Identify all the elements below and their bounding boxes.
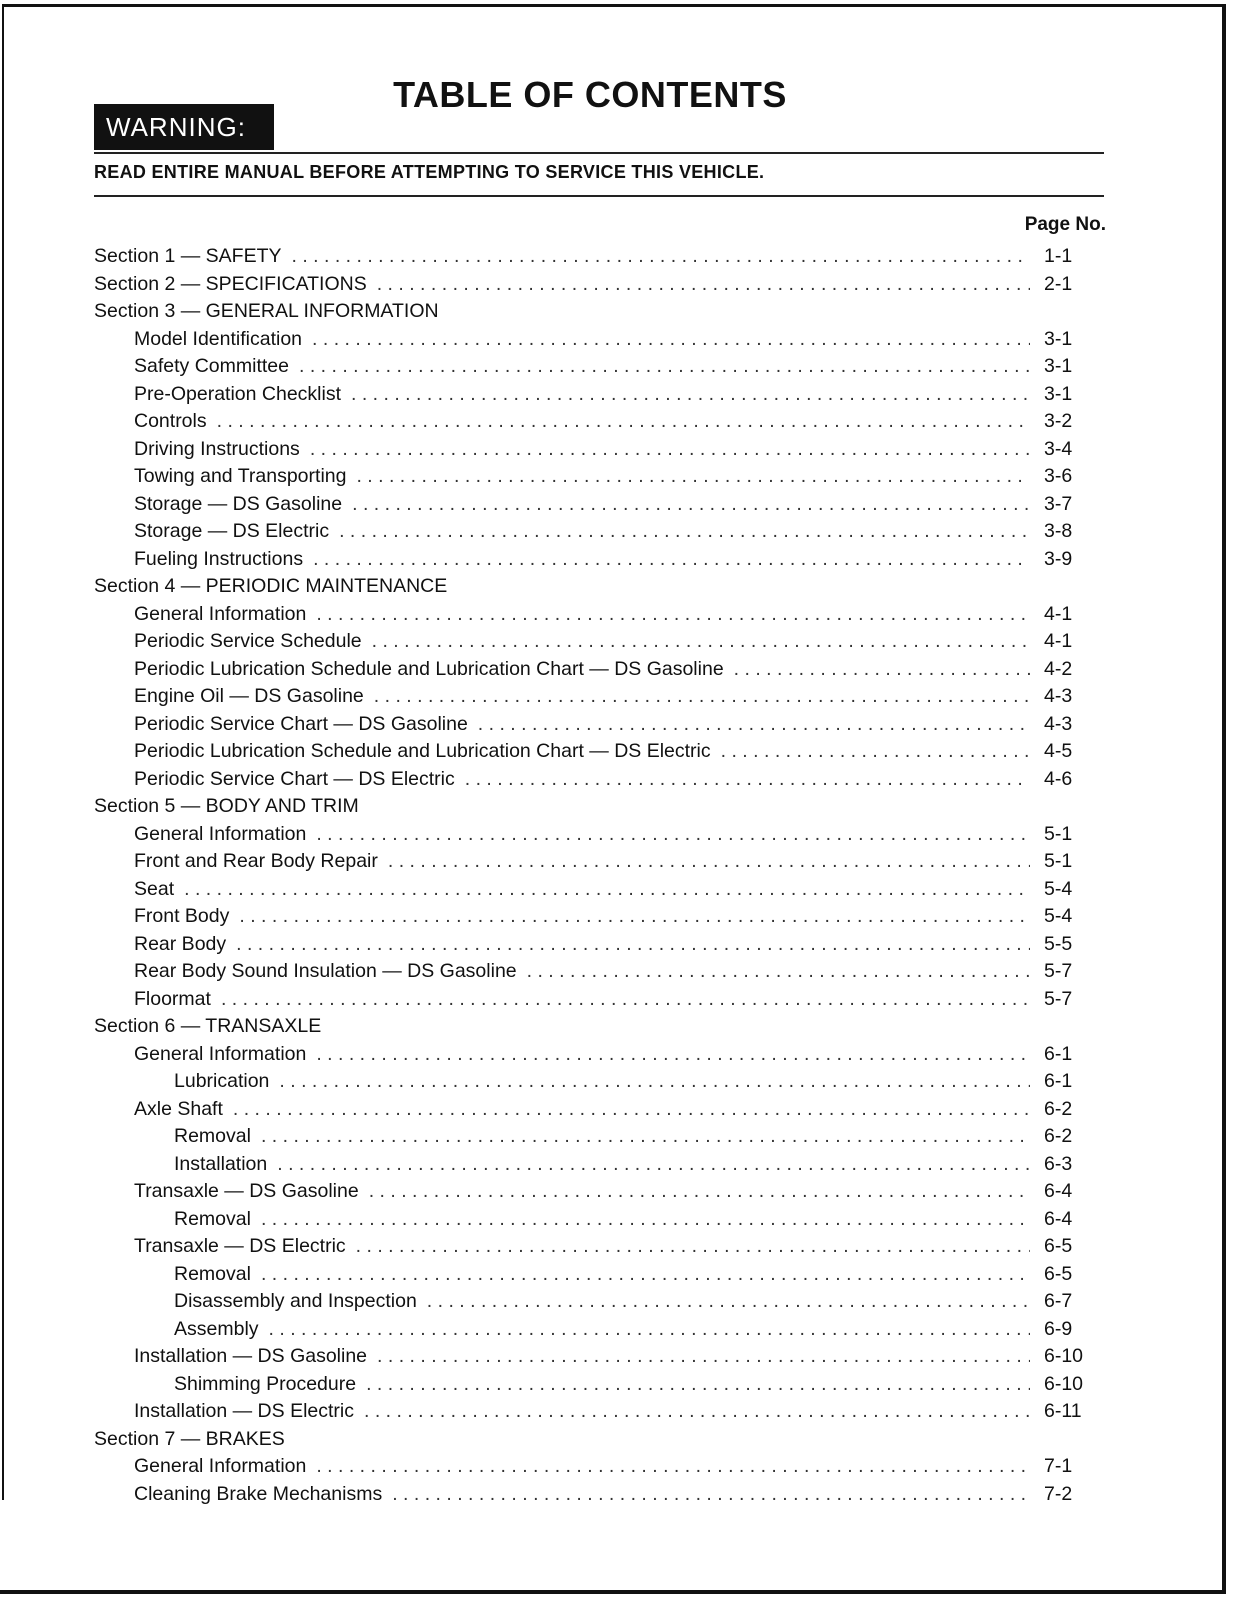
toc-entry[interactable] (94, 328, 1104, 356)
toc-entry[interactable] (94, 1318, 1104, 1346)
toc-dot-leader (316, 823, 1030, 846)
page-number-column-header: Page No. (1024, 214, 1106, 235)
toc-dot-leader (369, 1180, 1030, 1203)
toc-entry[interactable] (94, 850, 1104, 878)
toc-dot-leader (184, 878, 1030, 901)
toc-entry-label: General Information (134, 1455, 307, 1477)
page-border-top (4, 4, 1226, 7)
toc-entry-label: Safety Committee (134, 355, 289, 377)
toc-entry-label: Seat (134, 877, 175, 900)
toc-dot-leader (372, 630, 1030, 653)
toc-entry-label: Transaxle — DS Electric (134, 1235, 346, 1257)
toc-dot-leader (316, 1455, 1030, 1478)
toc-entry-label: Section 7 — BRAKES (94, 1427, 285, 1450)
toc-entry[interactable] (94, 520, 1104, 548)
toc-entry-label: Periodic Lubrication Schedule and Lubrication Chart — DS Electric (134, 740, 711, 762)
toc-page-number: 2-1 (1044, 272, 1073, 295)
toc-dot-leader (388, 850, 1030, 873)
toc-dot-leader (279, 1070, 1030, 1093)
toc-entry-label: Section 1 — SAFETY (94, 245, 282, 267)
toc-dot-leader (734, 658, 1030, 681)
toc-entry-label: General Information (134, 1042, 307, 1065)
toc-dot-leader (721, 740, 1030, 763)
toc-section-entry[interactable] (94, 1428, 1104, 1456)
toc-entry-label: Storage — DS Electric (134, 520, 330, 542)
toc-entry[interactable] (94, 1208, 1104, 1236)
toc-dot-leader (236, 933, 1030, 956)
toc-entry[interactable] (94, 1263, 1104, 1291)
toc-page-number: 5-4 (1044, 877, 1073, 900)
toc-dot-leader (356, 465, 1030, 488)
toc-entry-label: Fueling Instructions (134, 547, 304, 570)
toc-entry[interactable] (94, 1235, 1104, 1263)
toc-entry[interactable] (94, 905, 1104, 933)
toc-entry[interactable] (94, 603, 1104, 631)
toc-page-number: 3-1 (1044, 327, 1073, 350)
toc-entry[interactable] (94, 658, 1104, 686)
toc-page-number: 5-1 (1044, 850, 1073, 872)
toc-dot-leader (352, 493, 1030, 516)
toc-dot-leader (269, 1318, 1030, 1341)
divider-top (94, 152, 1104, 154)
toc-page-number: 3-9 (1044, 547, 1073, 570)
toc-entry-label: Controls (134, 410, 207, 432)
toc-entry[interactable] (94, 1043, 1104, 1071)
toc-dot-leader (310, 438, 1030, 461)
toc-page-number: 5-7 (1044, 987, 1073, 1010)
toc-dot-leader (377, 273, 1030, 296)
toc-entry-label: Front and Rear Body Repair (134, 850, 378, 872)
toc-section-entry[interactable] (94, 1015, 1104, 1043)
toc-entry-label: Driving Instructions (134, 437, 300, 460)
toc-section-entry[interactable] (94, 273, 1104, 301)
toc-entry[interactable] (94, 1400, 1104, 1428)
toc-page-number: 5-4 (1044, 905, 1073, 927)
toc-page-number: 6-2 (1044, 1125, 1073, 1147)
toc-entry[interactable] (94, 410, 1104, 438)
toc-dot-leader (217, 410, 1030, 433)
toc-page-number: 3-4 (1044, 437, 1073, 460)
toc-entry-label: Assembly (174, 1317, 259, 1340)
toc-entry[interactable] (94, 713, 1104, 741)
toc-entry[interactable] (94, 878, 1104, 906)
toc-entry[interactable] (94, 1153, 1104, 1181)
toc-dot-leader (316, 1043, 1030, 1066)
toc-entry-label: Lubrication (174, 1070, 270, 1092)
toc-entry-label: Section 6 — TRANSAXLE (94, 1015, 322, 1037)
toc-entry-label: Periodic Service Chart — DS Gasoline (134, 712, 468, 735)
toc-dot-leader (374, 685, 1030, 708)
toc-page-number: 6-3 (1044, 1152, 1073, 1175)
toc-page-number: 5-1 (1044, 822, 1073, 845)
toc-entry[interactable] (94, 933, 1104, 961)
toc-page-number: 6-1 (1044, 1042, 1073, 1065)
toc-entry-label: Transaxle — DS Gasoline (134, 1180, 359, 1202)
toc-entry[interactable] (94, 685, 1104, 713)
toc-entry-label: Front Body (134, 905, 230, 927)
toc-entry-label: Pre-Operation Checklist (134, 382, 341, 405)
toc-dot-leader (478, 713, 1030, 736)
toc-page-number: 3-1 (1044, 382, 1073, 405)
toc-entry-label: Shimming Procedure (174, 1372, 357, 1395)
toc-page-number: 6-5 (1044, 1235, 1073, 1257)
toc-entry[interactable] (94, 823, 1104, 851)
toc-section-entry[interactable] (94, 795, 1104, 823)
toc-page-number: 6-1 (1044, 1070, 1073, 1092)
toc-section-entry[interactable] (94, 245, 1104, 273)
toc-page-number: 4-3 (1044, 685, 1073, 707)
toc-entry-label: Installation — DS Electric (134, 1400, 354, 1422)
toc-dot-leader (392, 1483, 1030, 1506)
toc-entry-label: Removal (174, 1262, 251, 1285)
toc-entry[interactable] (94, 1483, 1104, 1511)
toc-page-number: 6-10 (1044, 1345, 1084, 1367)
toc-page-number: 4-5 (1044, 740, 1073, 762)
toc-entry[interactable] (94, 383, 1104, 411)
toc-dot-leader (316, 603, 1030, 626)
warning-notice: READ ENTIRE MANUAL BEFORE ATTEMPTING TO SERVICE THIS VEHICLE. (94, 162, 765, 182)
toc-dot-leader (351, 383, 1030, 406)
toc-dot-leader (356, 1235, 1030, 1258)
toc-page-number: 3-2 (1044, 410, 1073, 432)
toc-page-number: 4-2 (1044, 657, 1073, 680)
toc-page-number: 4-1 (1044, 630, 1073, 652)
toc-dot-leader (377, 1345, 1030, 1368)
toc-entry-label: Cleaning Brake Mechanisms (134, 1482, 383, 1505)
toc-dot-leader (427, 1290, 1030, 1313)
page-border-left (2, 4, 4, 1500)
toc-page-number: 3-1 (1044, 355, 1073, 377)
toc-entry[interactable] (94, 1180, 1104, 1208)
toc-section-entry[interactable] (94, 300, 1104, 328)
toc-entry-label: Periodic Service Chart — DS Electric (134, 767, 455, 790)
toc-entry[interactable] (94, 1455, 1104, 1483)
toc-page-number: 7-2 (1044, 1482, 1073, 1505)
page-title: TABLE OF CONTENTS (393, 74, 787, 115)
toc-entry[interactable] (94, 960, 1104, 988)
toc-section-entry[interactable] (94, 575, 1104, 603)
toc-dot-leader (366, 1373, 1030, 1396)
toc-entry-label: Storage — DS Gasoline (134, 492, 343, 515)
toc-page-number: 6-4 (1044, 1207, 1073, 1230)
toc-entry[interactable] (94, 768, 1104, 796)
toc-entry[interactable] (94, 1125, 1104, 1153)
toc-dot-leader (277, 1153, 1030, 1176)
toc-entry[interactable] (94, 740, 1104, 768)
toc-dot-leader (292, 245, 1031, 268)
toc-page-number: 6-4 (1044, 1180, 1073, 1202)
toc-page-number: 5-5 (1044, 932, 1073, 955)
toc-entry-label: Installation — DS Gasoline (134, 1345, 368, 1367)
warning-badge: WARNING: (94, 104, 274, 150)
toc-page-number: 5-7 (1044, 960, 1073, 982)
toc-entry-label: Axle Shaft (134, 1097, 223, 1120)
toc-dot-leader (239, 905, 1030, 928)
toc-page-number: 6-10 (1044, 1372, 1084, 1395)
toc-entry-label: Removal (174, 1207, 251, 1230)
page-border-right (1222, 4, 1226, 1594)
toc-entry-label: General Information (134, 822, 307, 845)
page-border-bottom (0, 1590, 1226, 1594)
toc-page-number: 4-6 (1044, 767, 1073, 790)
toc-entry-label: Towing and Transporting (134, 465, 347, 487)
toc-page-number: 1-1 (1044, 245, 1073, 267)
toc-entry-label: Periodic Service Schedule (134, 630, 362, 652)
toc-entry-label: Rear Body Sound Insulation — DS Gasoline (134, 960, 517, 982)
toc-entry-label: Section 3 — GENERAL INFORMATION (94, 300, 439, 322)
toc-entry[interactable] (94, 1373, 1104, 1401)
toc-dot-leader (364, 1400, 1030, 1423)
toc-dot-leader (261, 1125, 1030, 1148)
toc-entry-label: Section 2 — SPECIFICATIONS (94, 272, 367, 295)
toc-entry[interactable] (94, 465, 1104, 493)
toc-entry[interactable] (94, 548, 1104, 576)
toc-dot-leader (261, 1208, 1030, 1231)
toc-dot-leader (221, 988, 1030, 1011)
toc-page-number: 3-8 (1044, 520, 1073, 542)
toc-page-number: 3-6 (1044, 465, 1073, 487)
toc-entry-label: Floormat (134, 987, 211, 1010)
toc-entry-label: Rear Body (134, 932, 227, 955)
toc-page-number: 6-11 (1044, 1400, 1082, 1422)
toc-entry[interactable] (94, 630, 1104, 658)
toc-entry[interactable] (94, 355, 1104, 383)
toc-entry-label: Section 4 — PERIODIC MAINTENANCE (94, 575, 448, 597)
toc-page-number: 7-1 (1044, 1455, 1073, 1477)
toc-entry-label: Installation (174, 1152, 268, 1175)
toc-dot-leader (312, 328, 1030, 351)
toc-entry-label: Engine Oil — DS Gasoline (134, 685, 364, 707)
toc-dot-leader (527, 960, 1030, 983)
divider-bottom (94, 195, 1104, 197)
toc-entry-label: Periodic Lubrication Schedule and Lubrication Chart — DS Gasoline (134, 657, 724, 680)
toc-dot-leader (261, 1263, 1030, 1286)
toc-entry-label: Section 5 — BODY AND TRIM (94, 795, 359, 817)
toc-dot-leader (299, 355, 1030, 378)
toc-entry-label: General Information (134, 602, 307, 625)
table-of-contents (94, 245, 1104, 1510)
toc-page-number: 4-3 (1044, 712, 1073, 735)
toc-dot-leader (465, 768, 1030, 791)
toc-entry[interactable] (94, 1098, 1104, 1126)
toc-page-number: 6-7 (1044, 1290, 1073, 1312)
toc-page-number: 3-7 (1044, 492, 1073, 515)
toc-entry[interactable] (94, 1290, 1104, 1318)
toc-entry[interactable] (94, 438, 1104, 466)
toc-entry-label: Removal (174, 1125, 251, 1147)
toc-entry[interactable] (94, 1345, 1104, 1373)
toc-entry[interactable] (94, 988, 1104, 1016)
toc-dot-leader (339, 520, 1030, 543)
toc-dot-leader (233, 1098, 1030, 1121)
toc-entry[interactable] (94, 493, 1104, 521)
toc-page-number: 6-5 (1044, 1262, 1073, 1285)
toc-page-number: 4-1 (1044, 602, 1073, 625)
toc-entry-label: Model Identification (134, 327, 303, 350)
toc-entry-label: Disassembly and Inspection (174, 1290, 417, 1312)
toc-page-number: 6-2 (1044, 1097, 1073, 1120)
toc-page-number: 6-9 (1044, 1317, 1073, 1340)
toc-dot-leader (313, 548, 1030, 571)
toc-entry[interactable] (94, 1070, 1104, 1098)
